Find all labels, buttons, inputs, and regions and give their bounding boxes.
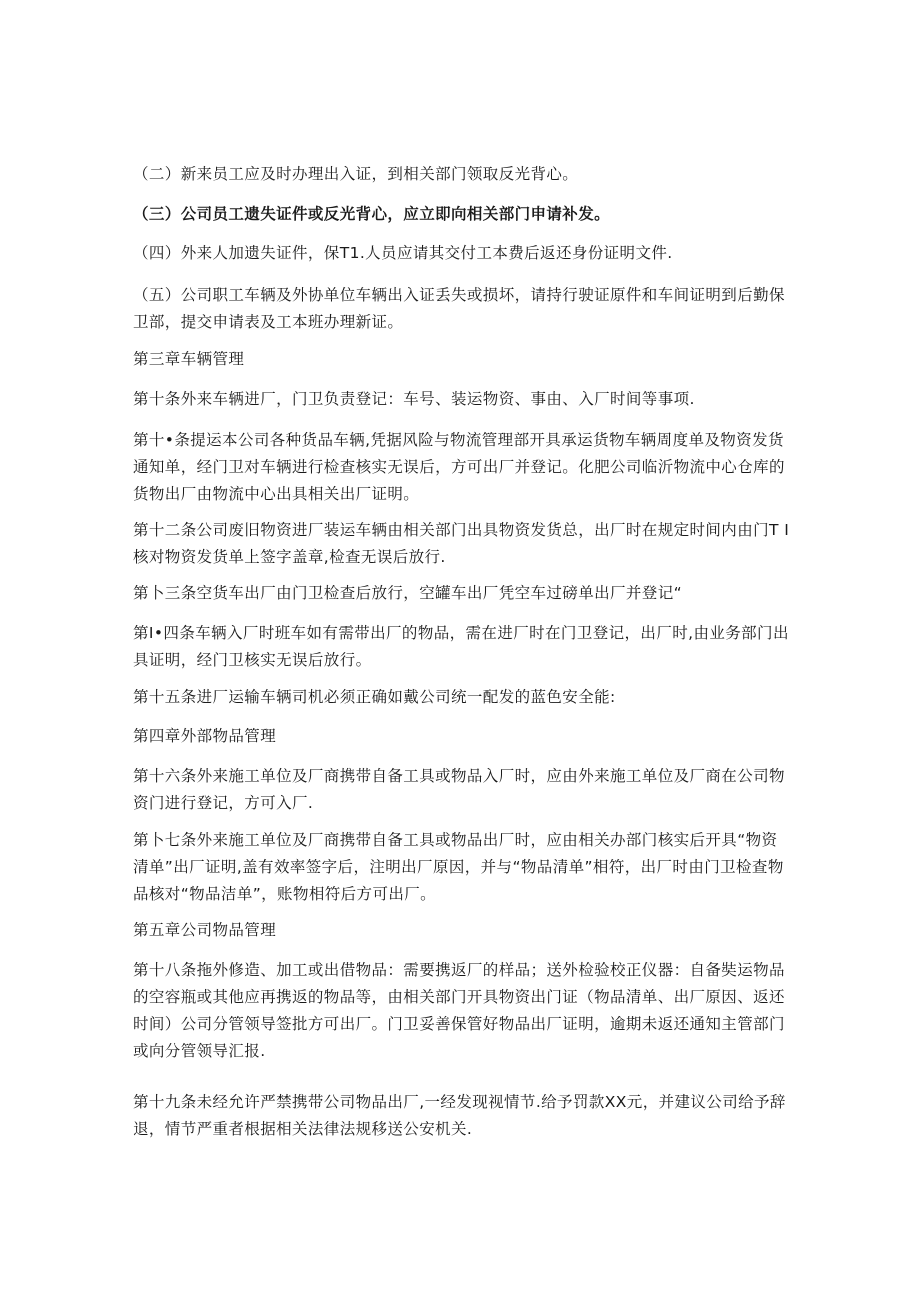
article-17: 第卜七条外来施工单位及厂商携带自备工具或物品出厂时，应由相关办部门核实后开具“物资清单”出厂证明,盖有效率签字后，注明出厂原因，并与“物品清单”相符，出厂时由门卫检查物品核对“物品洁单”，账物相符后方可出厂。 [133, 831, 784, 903]
article-19: 第十九条未经允许严禁携带公司物品出厂,一经发现视情节.给予罚款XX元，并建议公司给予辞退，情节严重者根据相关法律法规移送公安机关. [133, 1093, 786, 1138]
paragraph-item-4: （四）外来人加遗失证件，保T1.人员应请其交付工本费后返还身份证明文件. [133, 244, 673, 262]
paragraph-item-3: （三）公司员工遗失证件或反光背心，应立即向相关部门申请补发。 [133, 205, 611, 223]
article-11: 第十•条提运本公司各种货品车辆,凭据风险与物流管理部开具承运货物车辆周度单及物资发货通知单，经门卫对车辆进行检查核实无误后，方可出厂并登记。化肥公司临沂物流中心仓库的货物出厂由物流中心出具相关出厂证明。 [133, 431, 785, 503]
chapter-5-heading: 第五章公司物品管理 [133, 921, 277, 939]
chapter-3-heading: 第三章车辆管理 [133, 350, 245, 368]
article-14: 第I•四条车辆入厂时班车如有需带出厂的物品，需在进厂时在门卫登记，出厂时,由业务部门出具证明，经门卫核实无误后放行。 [133, 624, 789, 669]
article-16: 第十六条外来施工单位及厂商携带自备工具或物品入厂时，应由外来施工单位及厂商在公司物资门进行登记，方可入厂. [133, 767, 785, 812]
chapter-4-heading: 第四章外部物品管理 [133, 727, 277, 745]
article-10: 第十条外来车辆进厂，门卫负责登记：车号、装运物资、事由、入厂时间等事项. [133, 390, 695, 408]
article-15: 第十五条进厂运输车辆司机必须正确如戴公司统一配发的蓝色安全能: [133, 688, 616, 706]
paragraph-item-5: （五）公司职工车辆及外协单位车辆出入证丢失或损坏，请持行驶证原件和车间证明到后勤保卫部，提交申请表及工本班办理新证。 [133, 286, 785, 331]
article-12: 第十二条公司废旧物资进厂装运车辆由相关部门出具物资发货总，出厂时在规定时间内由门T I核对物资发货单上签字盖章,检查无误后放行. [133, 521, 790, 566]
paragraph-item-2: （二）新来员工应及时办理出入证，到相关部门领取反光背心。 [133, 165, 579, 183]
article-18: 第十八条拖外修造、加工或出借物品：需要携返厂的样品；送外检验校正仪器：自备奘运物品的空容瓶或其他应再携返的物品等，由相关部门开具物资出门证（物品清单、出厂原因、返还时间）公司分管领导签批方可出厂。门卫妥善保管好物品出厂证明，逾期未返还通知主管部门或向分管领导汇报. [133, 961, 785, 1060]
article-13: 第卜三条空货车出厂由门卫检查后放行，空罐车出厂凭空车过磅单出厂并登记“ [133, 584, 683, 602]
